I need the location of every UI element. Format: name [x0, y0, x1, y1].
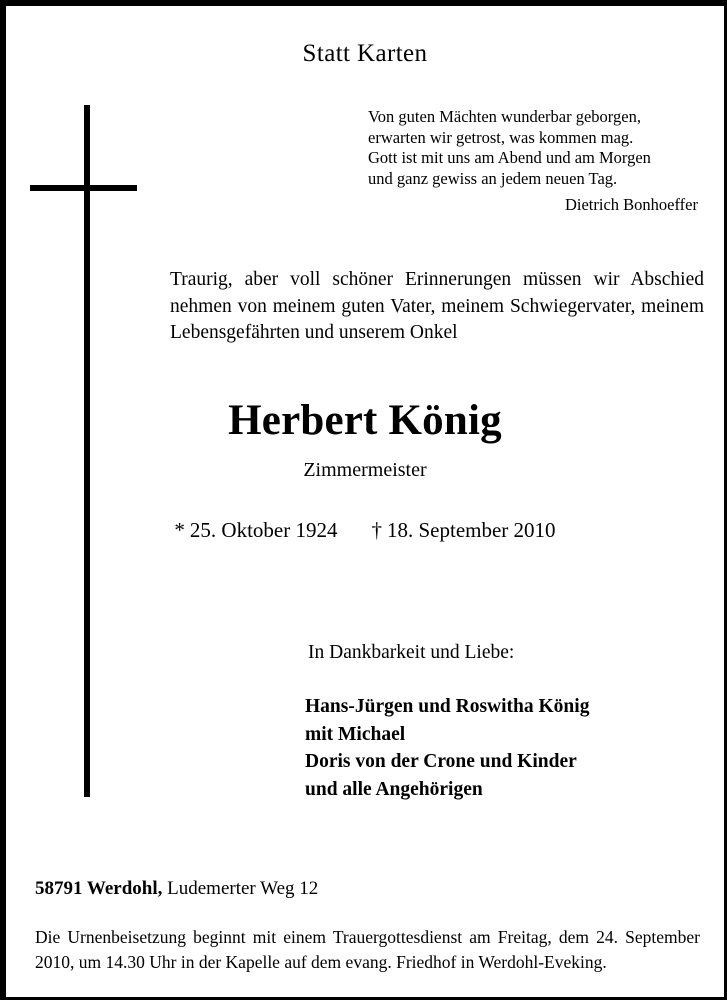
deceased-profession: Zimmermeister	[303, 459, 427, 481]
memorial-poem	[368, 107, 698, 216]
life-dates	[6, 518, 724, 543]
death-date: 18. September 2010	[387, 518, 556, 542]
christian-cross-icon	[24, 105, 164, 805]
deceased-name: Herbert König	[228, 397, 502, 444]
poem-line: Gott ist mit uns am Abend und am Morgen	[368, 148, 651, 167]
family-member: mit Michael	[305, 723, 406, 745]
funeral-service-details: Die Urnenbeisetzung beginnt mit einem Trauergottesdienst am Freitag, dem 24. September 2010, um 14.30 Uhr in der Kapelle auf dem evang. Friedhof in Werdohl-Eveking.	[35, 927, 700, 972]
notice-header: Statt Karten	[302, 40, 428, 67]
family-members-list	[305, 693, 589, 803]
address-street: Ludemerter Weg 12	[162, 878, 319, 899]
address-postal-city: 58791 Werdohl,	[35, 878, 163, 899]
birth-star-icon: *	[174, 518, 185, 542]
cross-horizontal-bar	[30, 185, 137, 191]
poem-line: und ganz gewiss an jedem neuen Tag.	[368, 168, 618, 188]
poem-attribution: Dietrich Bonhoeffer	[564, 195, 698, 214]
address	[35, 878, 318, 901]
gratitude-label: In Dankbarkeit und Liebe:	[308, 642, 515, 663]
mourning-intro-text: Traurig, aber voll schöner Erinnerungen müssen wir Abschied nehmen von meinem guten Vater, meinem Schwiegervater, meinem Lebensgefährten und unserem Onkel	[170, 269, 704, 343]
poem-line: erwarten wir getrost, was kommen mag.	[368, 127, 634, 147]
birth-date: 25. Oktober 1924	[189, 518, 338, 542]
poem-line: Von guten Mächten wunderbar geborgen,	[368, 107, 641, 126]
death-cross-icon: †	[371, 518, 382, 542]
family-member: Hans-Jürgen und Roswitha König	[305, 696, 590, 717]
family-member: und alle Angehörigen	[305, 778, 483, 800]
cross-vertical-bar	[84, 105, 90, 797]
family-member: Doris von der Crone und Kinder	[305, 751, 577, 772]
